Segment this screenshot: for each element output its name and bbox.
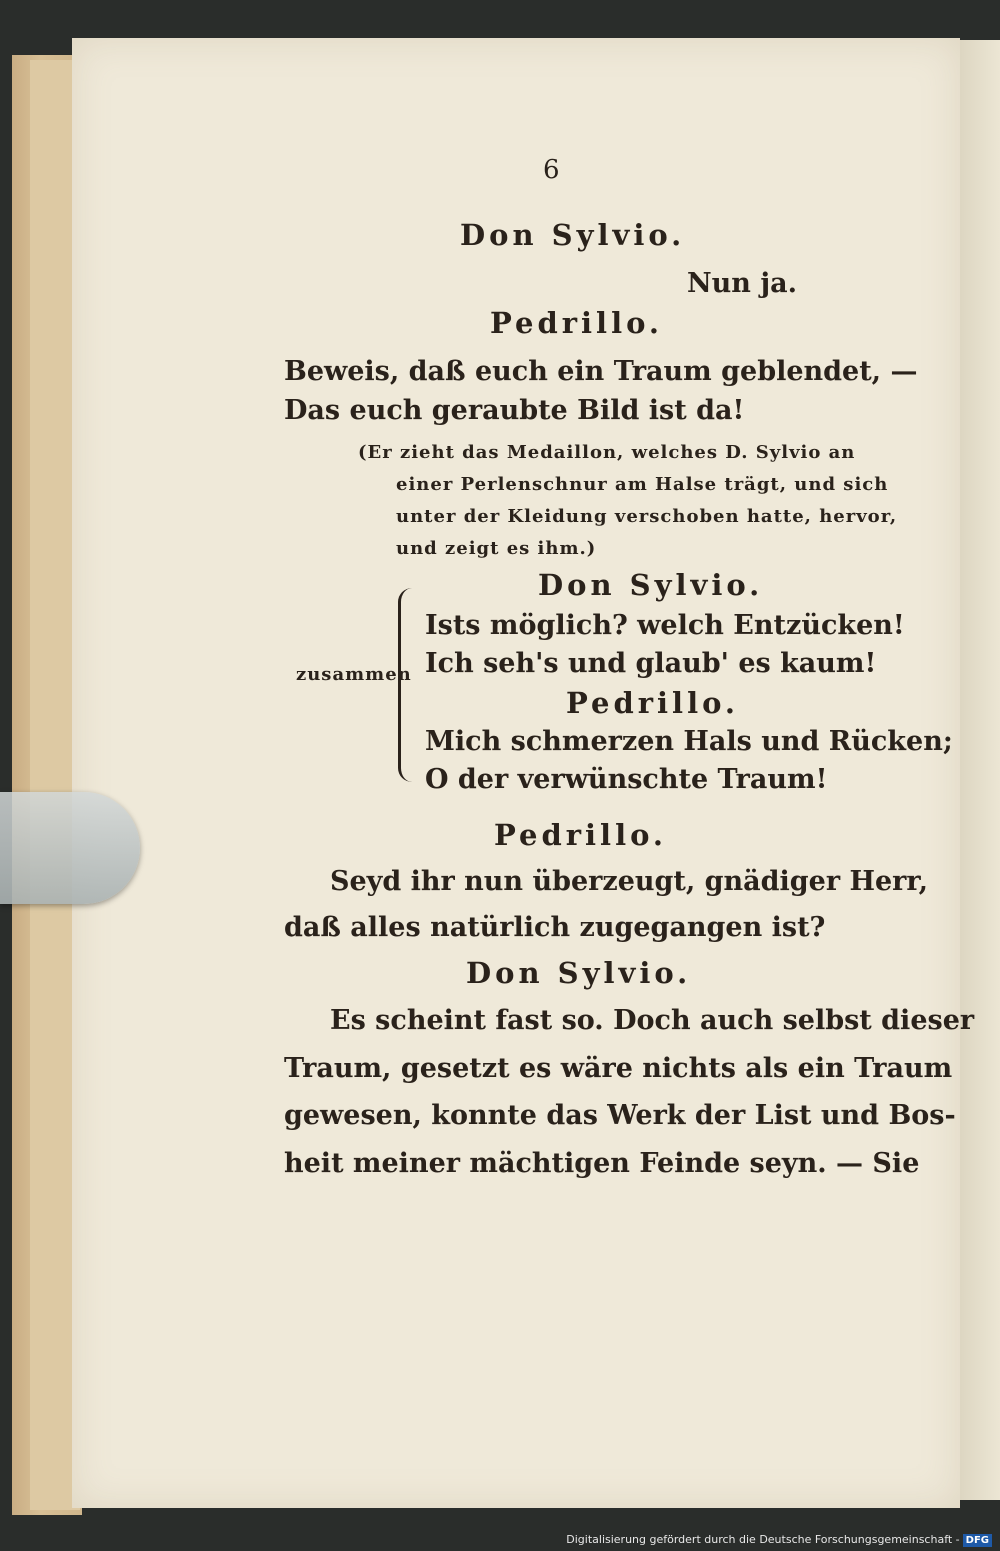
page-number: 6 bbox=[543, 155, 560, 185]
speaker-name: Don Sylvio. bbox=[538, 568, 764, 602]
text-line: Ich seh's und glaub' es kaum! bbox=[425, 648, 877, 679]
text-line: Seyd ihr nun überzeugt, gnädiger Herr, bbox=[330, 866, 929, 897]
text-line: Das euch geraubte Bild ist da! bbox=[284, 395, 745, 426]
text-line: Es scheint fast so. Doch auch selbst dieser bbox=[330, 1005, 975, 1036]
zusammen-label: zusammen bbox=[296, 664, 412, 685]
text-line: daß alles natürlich zugegangen ist? bbox=[284, 912, 826, 943]
stage-direction: unter der Kleidung verschoben hatte, hervor, bbox=[396, 506, 898, 527]
text-line: Nun ja. bbox=[687, 268, 798, 299]
speaker-name: Pedrillo. bbox=[494, 818, 668, 852]
zusammen-brace bbox=[398, 588, 417, 782]
speaker-name: Pedrillo. bbox=[490, 306, 664, 340]
page-clip bbox=[0, 792, 140, 904]
speaker-name: Don Sylvio. bbox=[466, 956, 692, 990]
stage-direction: einer Perlenschnur am Halse trägt, und sich bbox=[396, 474, 889, 495]
text-line: Ists möglich? welch Entzücken! bbox=[425, 610, 905, 641]
speaker-name: Don Sylvio. bbox=[460, 218, 686, 252]
footer-text: Digitalisierung gefördert durch die Deutsche Forschungsgemeinschaft - bbox=[566, 1533, 960, 1546]
text-line: Traum, gesetzt es wäre nichts als ein Traum bbox=[284, 1053, 953, 1084]
speaker-name: Pedrillo. bbox=[566, 686, 740, 720]
dfg-logo: DFG bbox=[963, 1534, 992, 1547]
text-line: O der verwünschte Traum! bbox=[425, 764, 828, 795]
text-line: gewesen, konnte das Werk der List und Bos- bbox=[284, 1100, 956, 1131]
text-line: heit meiner mächtigen Feinde seyn. — Sie bbox=[284, 1148, 920, 1179]
stage-direction: (Er zieht das Medaillon, welches D. Sylvio an bbox=[358, 442, 856, 463]
text-line: Mich schmerzen Hals und Rücken; bbox=[425, 726, 953, 757]
footer-credit bbox=[566, 1533, 992, 1547]
text-line: Beweis, daß euch ein Traum geblendet, — bbox=[284, 356, 918, 387]
stage-direction: und zeigt es ihm.) bbox=[396, 538, 597, 559]
